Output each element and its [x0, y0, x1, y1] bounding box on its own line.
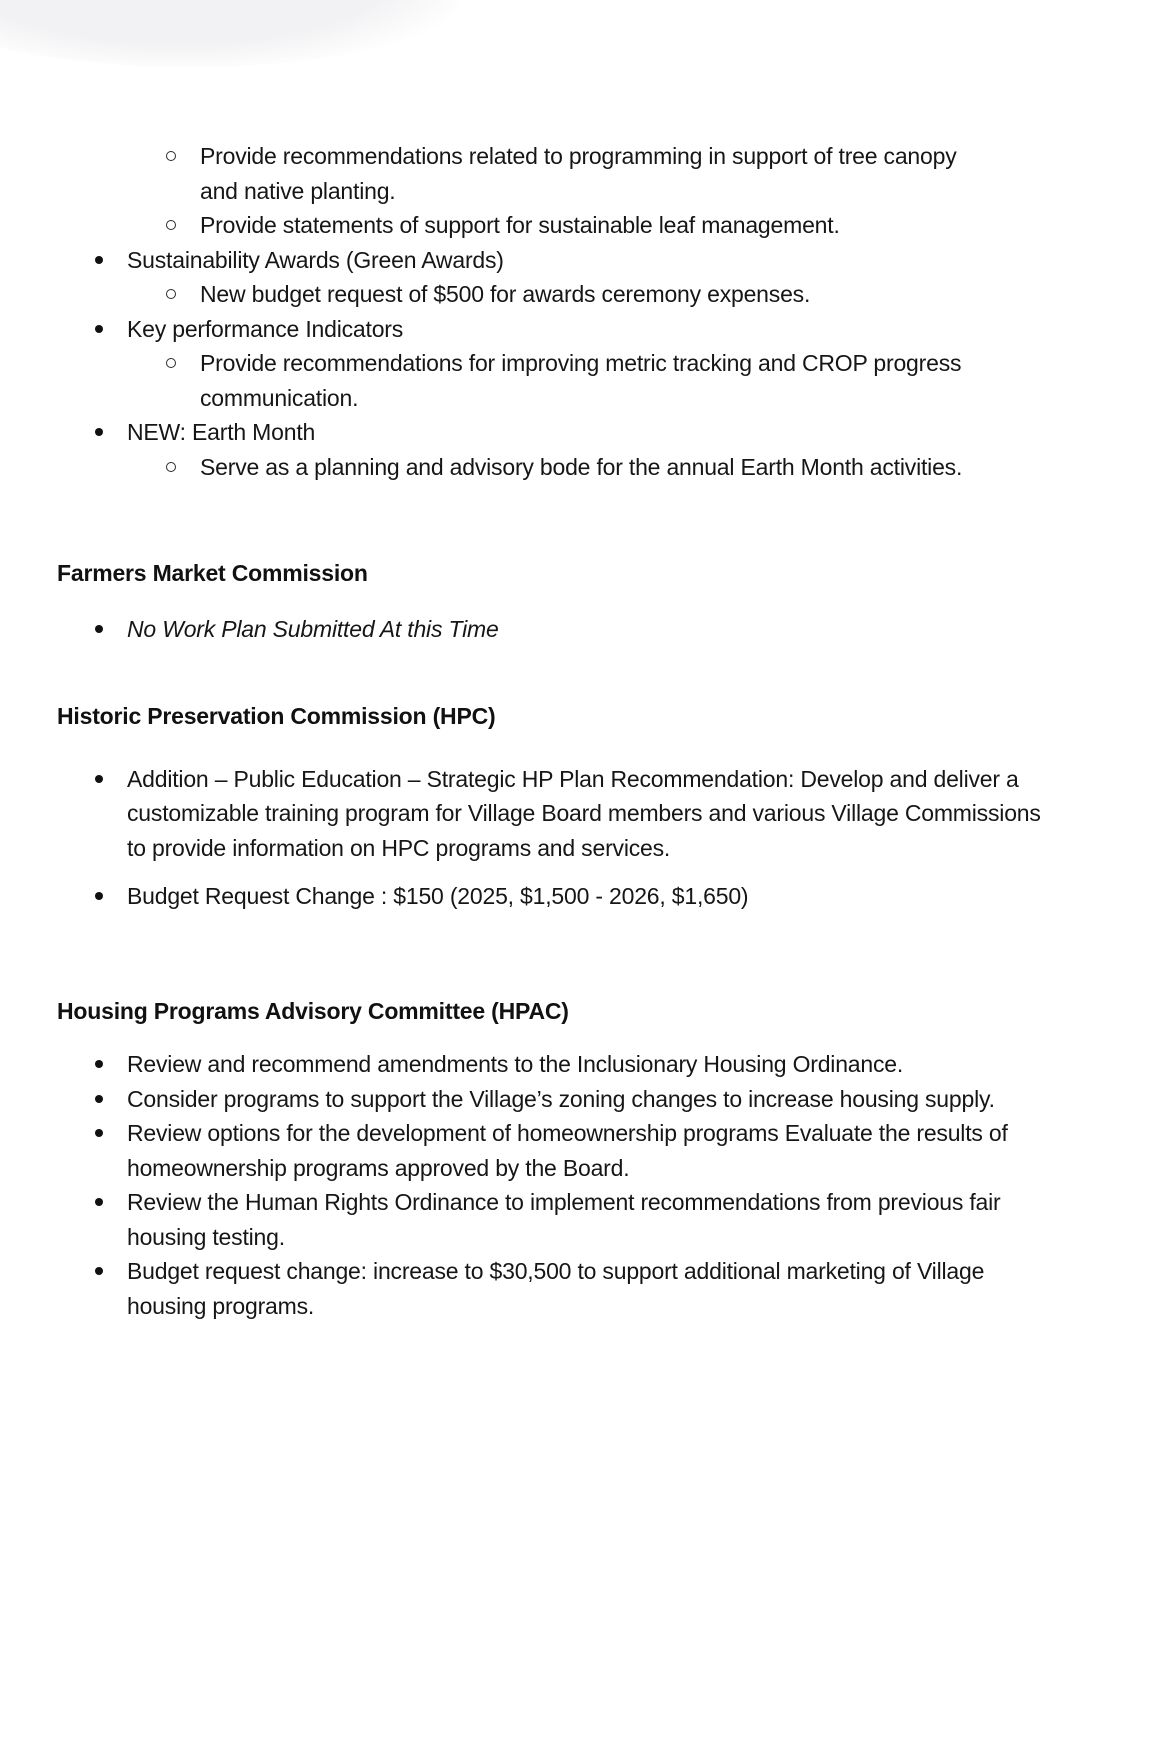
list-item [57, 139, 970, 208]
list-item-text: Consider programs to support the Village’s zoning changes to increase housing supply. [127, 1085, 995, 1112]
list-item-text: Budget request change: increase to $30,500 to support additional marketing of Village housing programs. [127, 1258, 985, 1319]
list-item-text: Sustainability Awards (Green Awards) [127, 246, 504, 273]
disc-bullet-icon [95, 325, 103, 333]
list-item [57, 1047, 1043, 1082]
list-item-text: Review and recommend amendments to the Inclusionary Housing Ordinance. [127, 1051, 904, 1077]
list-item [57, 1254, 1043, 1323]
disc-bullet-icon [95, 1060, 103, 1068]
list-item [57, 312, 1043, 347]
circle-bullet-icon [166, 151, 176, 161]
list-item [57, 277, 970, 312]
disc-bullet-icon [95, 256, 103, 264]
section-heading-farmers-market: Farmers Market Commission [57, 560, 368, 586]
list-item-text: New budget request of $500 for awards ceremony expenses. [200, 281, 811, 307]
disc-bullet-icon [95, 1267, 103, 1275]
list-item [57, 879, 1043, 914]
list-item-text: Addition – Public Education – Strategic HP Plan Recommendation: Develop and deliver a customizable training program for Village Board members and various Village Commissions to provide information on HPC programs and services. [127, 765, 1041, 861]
list-item-text: NEW: Earth Month [127, 419, 316, 445]
disc-bullet-icon [95, 625, 103, 633]
disc-bullet-icon [95, 892, 103, 900]
disc-bullet-icon [95, 1129, 103, 1137]
disc-bullet-icon [95, 775, 103, 783]
circle-bullet-icon [166, 462, 176, 472]
list-item-text: Budget Request Change : $150 (2025, $1,500 - 2026, $1,650) [127, 883, 749, 909]
section-heading-hpac: Housing Programs Advisory Committee (HPAC) [57, 997, 569, 1024]
circle-bullet-icon [166, 220, 176, 230]
list-item-text: Provide recommendations for improving metric tracking and CROP progress communication. [200, 350, 962, 411]
list-item [57, 243, 1043, 278]
circle-bullet-icon [166, 289, 176, 299]
list-item-text: Key performance Indicators [127, 315, 404, 342]
list-item-text: Serve as a planning and advisory bode for the annual Earth Month activities. [200, 453, 963, 480]
disc-bullet-icon [95, 428, 103, 436]
list-item [57, 612, 1043, 647]
list-item [57, 208, 970, 243]
list-item [57, 1116, 1043, 1185]
list-item-text: Review options for the development of homeownership programs Evaluate the results of homeownership programs approved by the Board. [127, 1120, 1008, 1181]
list-item-text: No Work Plan Submitted At this Time [127, 615, 499, 642]
list-item [57, 415, 1043, 450]
work-plan-bullet-list [57, 139, 1113, 484]
list-item [57, 1185, 1043, 1254]
circle-bullet-icon [166, 358, 176, 368]
hpac-bullet-list [57, 1047, 1113, 1323]
list-item-text: Provide statements of support for sustainable leaf management. [200, 212, 840, 238]
list-item-text: Provide recommendations related to programming in support of tree canopy and native planting. [200, 143, 957, 204]
disc-bullet-icon [95, 1198, 103, 1206]
farmers-market-bullet-list [57, 612, 1113, 647]
list-item [57, 1082, 1043, 1117]
list-item [57, 450, 970, 485]
list-item [57, 346, 970, 415]
section-heading-hpc: Historic Preservation Commission (HPC) [57, 703, 496, 729]
list-item [57, 762, 1043, 866]
disc-bullet-icon [95, 1095, 103, 1103]
list-item-text: Review the Human Rights Ordinance to implement recommendations from previous fair housing testing. [127, 1189, 1001, 1250]
hpc-bullet-list [57, 762, 1113, 914]
